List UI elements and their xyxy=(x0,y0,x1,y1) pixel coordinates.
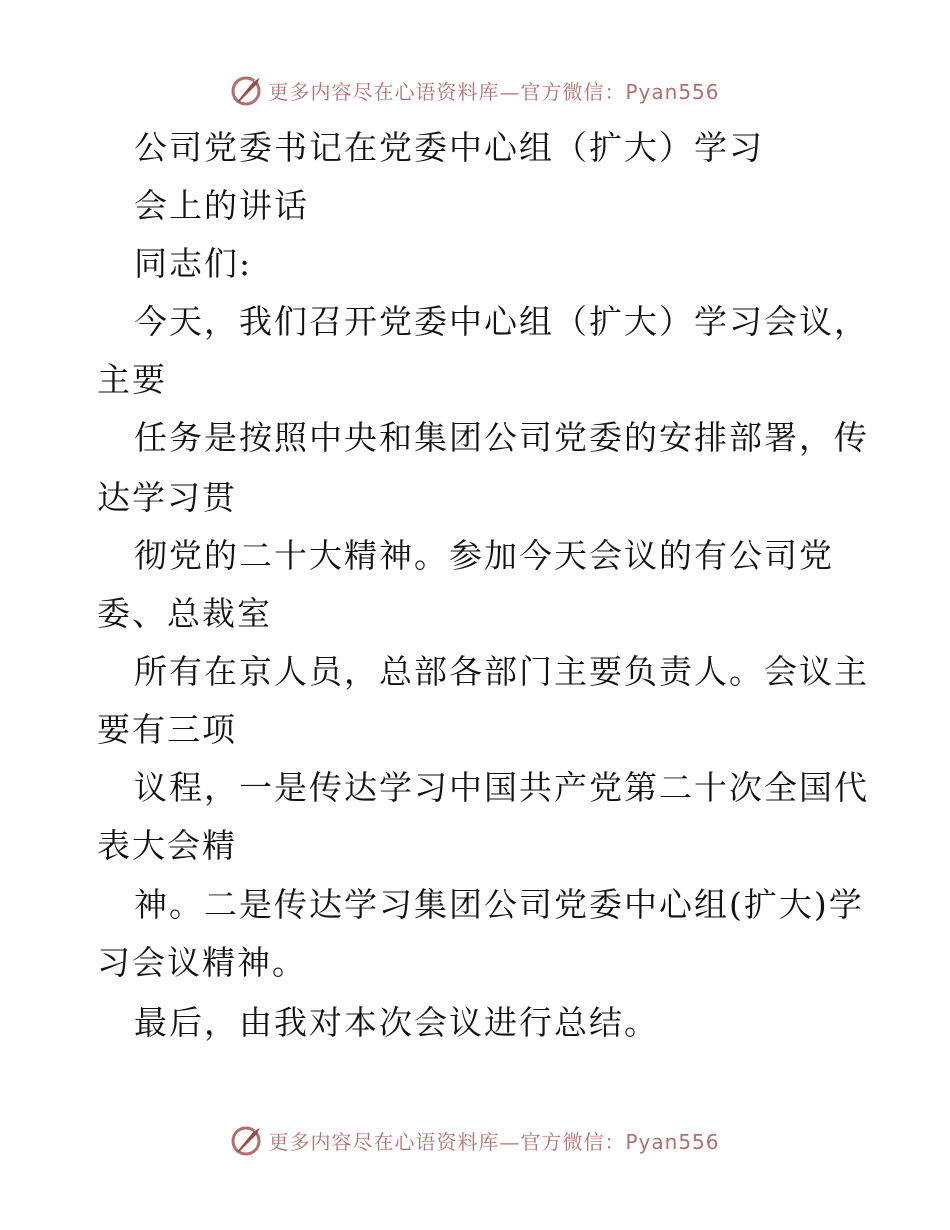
header-watermark xyxy=(0,72,950,108)
watermark-wechat-id: Pyan556 xyxy=(625,1129,720,1154)
quill-pen-logo-icon xyxy=(230,73,264,107)
paragraph-line: 委、总裁室 xyxy=(97,594,272,633)
paragraph-line: 神。二是传达学习集团公司党委中心组(扩大)学 xyxy=(134,885,864,924)
watermark-separator: — xyxy=(499,1129,521,1154)
paragraph-line: 表大会精 xyxy=(97,826,237,865)
watermark-main: 更多内容尽在心语资料库 xyxy=(268,79,500,104)
watermark-text xyxy=(268,76,719,105)
title-line-2: 会上的讲话 xyxy=(134,186,309,225)
paragraph-line: 所有在京人员，总部各部门主要负责人。会议主 xyxy=(134,652,869,691)
paragraph-line: 今天，我们召开党委中心组（扩大）学习会议， xyxy=(134,302,869,341)
paragraph-line: 彻党的二十大精神。参加今天会议的有公司党 xyxy=(134,536,834,575)
watermark-wechat-id: Pyan556 xyxy=(625,79,720,104)
paragraph-line: 任务是按照中央和集团公司党委的安排部署，传 xyxy=(134,418,869,457)
watermark-wechat-label: 官方微信： xyxy=(520,1129,626,1154)
footer-watermark xyxy=(0,1122,950,1158)
paragraph-line: 议程，一是传达学习中国共产党第二十次全国代 xyxy=(134,768,869,807)
salutation: 同志们: xyxy=(134,244,253,283)
paragraph-line: 要有三项 xyxy=(97,710,237,749)
watermark-main: 更多内容尽在心语资料库 xyxy=(268,1129,500,1154)
title-line-1: 公司党委书记在党委中心组（扩大）学习 xyxy=(134,128,764,167)
paragraph-line: 最后，由我对本次会议进行总结。 xyxy=(134,1003,659,1042)
watermark-text xyxy=(268,1126,719,1155)
quill-pen-logo-icon xyxy=(230,1123,264,1157)
watermark-wechat-label: 官方微信： xyxy=(520,79,626,104)
paragraph-line: 达学习贯 xyxy=(97,478,237,517)
paragraph-line: 主要 xyxy=(97,360,167,399)
paragraph-line: 习会议精神。 xyxy=(97,943,307,982)
watermark-separator: — xyxy=(499,79,521,104)
